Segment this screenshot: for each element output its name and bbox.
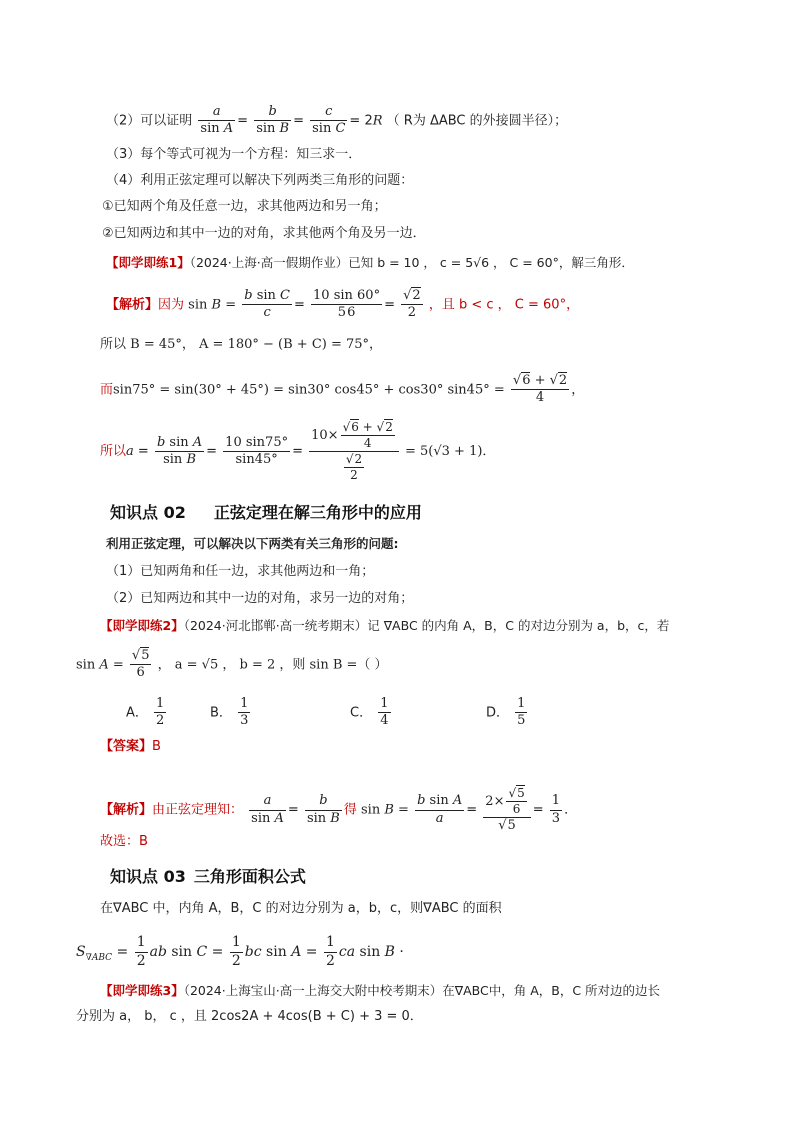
theorem-case-1: ①已知两个角及任意一边，求其他两边和另一角； (102, 199, 387, 214)
example-3-text: 在∇ABC中，角 A，B，C 所对边的边长 (442, 983, 661, 998)
example-3-prompt (100, 985, 660, 998)
fraction-compound: 10× $\frac{√6 + √2}{4}$ $\frac{√2}{2}$ (309, 420, 399, 483)
heading-03-number: 知识点 03 (110, 867, 186, 886)
heading-03-title: 三角形面积公式 (193, 867, 306, 886)
item2-prefix: （2）可以证明 (106, 113, 193, 129)
sin75-expansion: sin75° = sin(30° + 45°) = sin30° cos45° + cos30° sin45° = (113, 382, 505, 398)
fraction-half-3: $\frac{1}{2}$ (325, 934, 335, 969)
option-d[interactable]: D． $\frac{1}{5}$ (486, 696, 526, 729)
analysis-tag: 【解析】 (106, 297, 159, 313)
section-3-intro: 在∇ABC 中，内角 A，B，C 的对边分别为 a，b，c，则∇ABC 的面积 (100, 901, 502, 916)
section-2-item-2: （2）已知两边和其中一边的对角，求另一边的对角； (106, 591, 414, 606)
example-2-conclusion: 故选：B (100, 834, 148, 849)
example-2-analysis: 【解析】由正弦定理知： $\frac{a}{\text{sin A}}$ = $\frac{b}{\text{sin B}}$ 得 sin B = $\frac{\text{b sin A}}{a}$ = 2× $\frac{√5}{6}$ √5 = $\frac{1}{3}$ ． (100, 786, 578, 833)
analysis-2-tag: 【解析】 (100, 802, 153, 818)
example-2-condition-suffix: ， a = √5 ， b = 2 ，则 sin B =（ ） (157, 657, 388, 673)
fraction-b-sinB-2: $\frac{b}{\text{sin B}}$ (306, 793, 340, 826)
fraction-1-3: $\frac{1}{3}$ (551, 793, 561, 826)
example-2-source: （2024·河北邯郸·高一统考期末） (183, 618, 368, 633)
section-2-item-1: （1）已知两角和任一边，求其他两边和一角； (106, 564, 375, 579)
answer-tag: 【答案】 (100, 739, 153, 754)
section-heading-02 (110, 500, 422, 523)
example-1-analysis-line-3: 而sin75° = sin(30° + 45°) = sin30° cos45° + cos30° sin45° = $\frac{√6 + √2}{4}$ ， (100, 373, 585, 406)
item2-note: （ R为 ΔABC 的外接圆半径）； (386, 113, 568, 129)
section-2-intro: 利用正弦定理，可以解决以下两类有关三角形的问题: (106, 536, 399, 551)
example-1-tag: 【即学即练1】 (106, 255, 190, 270)
analysis-2-mid: 得 (343, 802, 357, 818)
fraction-a-sinA: $\frac{a}{\text{sin A}}$ (200, 104, 234, 137)
option-a[interactable]: A． $\frac{1}{2}$ (126, 696, 165, 729)
example-2-answer (100, 740, 161, 753)
fraction-bsinA-a: $\frac{\text{b sin A}}{a}$ (417, 793, 463, 826)
theorem-item-3: （3）每个等式可视为一个方程：知三求一． (106, 147, 362, 162)
fraction-bsinA-sinB: $\frac{\text{b sin A}}{\text{sin B}}$ (156, 434, 203, 467)
example-2-text: 记 ∇ABC 的内角 A，B，C 的对边分别为 a，b，c，若 (367, 618, 670, 633)
example-1-analysis-line-2: 所以 B = 45°， A = 180° − (B + C) = 75°， (100, 337, 383, 352)
option-b[interactable]: B． $\frac{1}{3}$ (210, 696, 249, 729)
fraction-half-2: $\frac{1}{2}$ (231, 934, 241, 969)
fraction-bsinC-c: $\frac{\text{b sin C}}{c}$ (244, 288, 290, 321)
fraction-sqrt6-sqrt2-4: $\frac{√6 + √2}{4}$ (512, 373, 568, 406)
theorem-item-2: （2）可以证明 $\frac{a}{\text{sin A}}$ = $\frac{b}{\text{sin B}}$ = $\frac{c}{\text{sin C}}$ = 2R （ R为 ΔABC 的外接圆半径）； (106, 104, 568, 137)
fraction-b-sinB: $\frac{b}{\text{sin B}}$ (256, 104, 290, 137)
answer-value: B (152, 739, 161, 754)
fraction-sqrt2-2: $\frac{√2}{2}$ (403, 288, 421, 321)
theorem-item-4: （4）利用正弦定理可以解决下列两类三角形的问题： (106, 173, 414, 188)
analysis-line4-result: = 5(√3 + 1)． (404, 444, 496, 459)
example-2-condition: sin A = $\frac{√5}{6}$ ， a = √5 ， b = 2 ，则 sin B =（ ） (76, 648, 388, 681)
example-1-analysis-line-4: 所以a = $\frac{\text{b sin A}}{\text{sin B}}$ = $\frac{10 \sin 75^\circ}{\sin 45^\circ}$ = 10× $\frac{√6 + √2}{4}$ $\frac{√2}{2}$ = 5(√3 + 1)． (100, 420, 496, 482)
analysis-2-tail: ． (564, 802, 578, 818)
section-heading-03 (110, 864, 306, 887)
example-3-tag: 【即学即练3】 (100, 983, 184, 998)
analysis-line1-prefix: 因为 (158, 297, 185, 313)
area-formula: $S_{\nabla ABC}$ = $\frac{1}{2}$ ab sin C = $\frac{1}{2}$ bc sin A = $\frac{1}{2}$ ca sin B · (76, 934, 404, 969)
example-1-analysis-line-1: 【解析】因为 sin B = $\frac{\text{b sin C}}{c}$ = $\frac{10 \sin 60^\circ}{56}$ = $\frac{√2}{2}$ ，且 b < c ， C = 60°， (106, 288, 580, 321)
example-1-source: （2024·上海·高一假期作业） (189, 255, 349, 270)
analysis-line4-prefix: 所以 (100, 444, 127, 459)
example-1-text: 已知 b = 10 ， c = 5√6 ， C = 60°，解三角形． (348, 255, 634, 270)
theorem-case-2: ②已知两边和其中一边的对角，求其他两个角及另一边． (102, 226, 426, 241)
fraction-a-sinA-2: $\frac{a}{\text{sin A}}$ (251, 793, 284, 826)
fraction-10sin60: $\frac{10 \sin 60^\circ}{56}$ (313, 288, 381, 321)
fraction-sqrt5-6: $\frac{√5}{6}$ (131, 648, 150, 681)
fraction-c-sinC: $\frac{c}{\text{sin C}}$ (312, 104, 346, 137)
example-1-prompt (106, 257, 634, 270)
example-2-tag: 【即学即练2】 (100, 618, 184, 633)
option-c[interactable]: C． $\frac{1}{4}$ (350, 696, 389, 729)
heading-02-title: 正弦定理在解三角形中的应用 (213, 503, 422, 522)
analysis-line1-suffix: ，且 b < c ， C = 60°， (428, 297, 580, 313)
fraction-compound-2: 2× $\frac{√5}{6}$ √5 (483, 786, 530, 834)
example-3-line-2: 分别为 a， b， c ，且 2cos2A + 4cos(B + C) + 3 = 0． (76, 1009, 423, 1024)
heading-02-number: 知识点 02 (110, 503, 186, 522)
example-2-prompt (100, 620, 669, 633)
analysis-2-prefix: 由正弦定理知： (152, 802, 244, 818)
fraction-half-1: $\frac{1}{2}$ (136, 934, 146, 969)
fraction-10sin75-sin45: $\frac{10 \sin 75^\circ}{\sin 45^\circ}$ (225, 434, 289, 467)
example-3-source: （2024·上海宝山·高一上海交大附中校考期末） (183, 983, 443, 998)
analysis-line3-prefix: 而 (100, 382, 114, 398)
